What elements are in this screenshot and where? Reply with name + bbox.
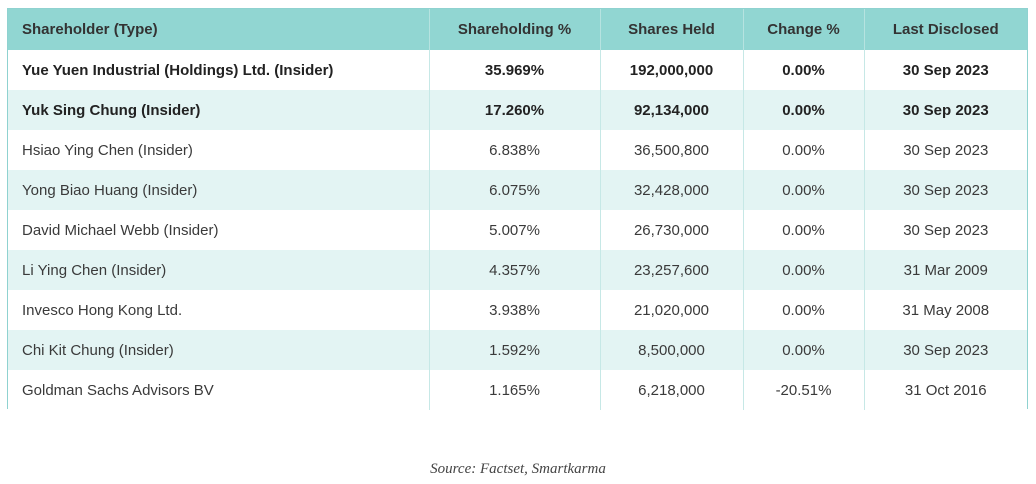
header-last-disclosed: Last Disclosed: [864, 9, 1027, 50]
table-row: [8, 370, 1027, 410]
cell-shareholding: 17.260%: [429, 90, 600, 130]
cell-shareholder: Goldman Sachs Advisors BV: [22, 381, 214, 399]
header-row: [8, 9, 1027, 50]
cell-change: 0.00%: [743, 330, 864, 370]
cell-last-disclosed: 30 Sep 2023: [864, 330, 1027, 370]
cell-shares-held: 21,020,000: [600, 290, 743, 330]
header-shareholder: Shareholder (Type): [22, 21, 158, 38]
table-body: [8, 50, 1027, 410]
table-row: [8, 250, 1027, 290]
cell-last-disclosed: 30 Sep 2023: [864, 170, 1027, 210]
shareholder-table: [8, 9, 1027, 410]
cell-shares-held: 192,000,000: [600, 50, 743, 90]
cell-change: 0.00%: [743, 290, 864, 330]
cell-shareholding: 6.075%: [429, 170, 600, 210]
cell-last-disclosed: 30 Sep 2023: [864, 90, 1027, 130]
table-row: [8, 50, 1027, 90]
cell-shareholder: Yue Yuen Industrial (Holdings) Ltd. (Insider): [22, 61, 334, 79]
cell-shares-held: 23,257,600: [600, 250, 743, 290]
shareholder-table-container: [7, 8, 1028, 409]
cell-shares-held: 32,428,000: [600, 170, 743, 210]
cell-shareholding: 4.357%: [429, 250, 600, 290]
cell-shareholder: Invesco Hong Kong Ltd.: [22, 301, 183, 319]
cell-shares-held: 36,500,800: [600, 130, 743, 170]
header-change: Change %: [743, 9, 864, 50]
table-row: [8, 170, 1027, 210]
cell-shareholder: Yong Biao Huang (Insider): [22, 181, 198, 199]
cell-shareholding: 1.165%: [429, 370, 600, 410]
cell-change: 0.00%: [743, 90, 864, 130]
cell-change: 0.00%: [743, 170, 864, 210]
header-shareholding: Shareholding %: [429, 9, 600, 50]
cell-shareholder: Yuk Sing Chung (Insider): [22, 101, 201, 119]
cell-shares-held: 92,134,000: [600, 90, 743, 130]
table-row: [8, 90, 1027, 130]
source-caption: Source: Factset, Smartkarma: [430, 461, 606, 477]
cell-change: 0.00%: [743, 50, 864, 90]
cell-last-disclosed: 31 Oct 2016: [864, 370, 1027, 410]
cell-shareholding: 1.592%: [429, 330, 600, 370]
cell-shareholding: 6.838%: [429, 130, 600, 170]
cell-change: 0.00%: [743, 210, 864, 250]
table-row: [8, 290, 1027, 330]
cell-shares-held: 6,218,000: [600, 370, 743, 410]
cell-last-disclosed: 31 May 2008: [864, 290, 1027, 330]
table-row: [8, 330, 1027, 370]
cell-change: 0.00%: [743, 250, 864, 290]
cell-shareholding: 35.969%: [429, 50, 600, 90]
cell-shareholding: 3.938%: [429, 290, 600, 330]
cell-last-disclosed: 30 Sep 2023: [864, 50, 1027, 90]
cell-last-disclosed: 30 Sep 2023: [864, 130, 1027, 170]
cell-shareholding: 5.007%: [429, 210, 600, 250]
header-shares-held: Shares Held: [600, 9, 743, 50]
cell-change: -20.51%: [743, 370, 864, 410]
cell-shareholder: Chi Kit Chung (Insider): [22, 341, 174, 359]
cell-last-disclosed: 30 Sep 2023: [864, 210, 1027, 250]
table-row: [8, 210, 1027, 250]
table-header: [8, 9, 1027, 50]
cell-shares-held: 26,730,000: [600, 210, 743, 250]
cell-shareholder: Li Ying Chen (Insider): [22, 261, 167, 279]
table-row: [8, 130, 1027, 170]
cell-shares-held: 8,500,000: [600, 330, 743, 370]
cell-shareholder: David Michael Webb (Insider): [22, 221, 219, 239]
cell-shareholder: Hsiao Ying Chen (Insider): [22, 141, 193, 159]
cell-last-disclosed: 31 Mar 2009: [864, 250, 1027, 290]
cell-change: 0.00%: [743, 130, 864, 170]
